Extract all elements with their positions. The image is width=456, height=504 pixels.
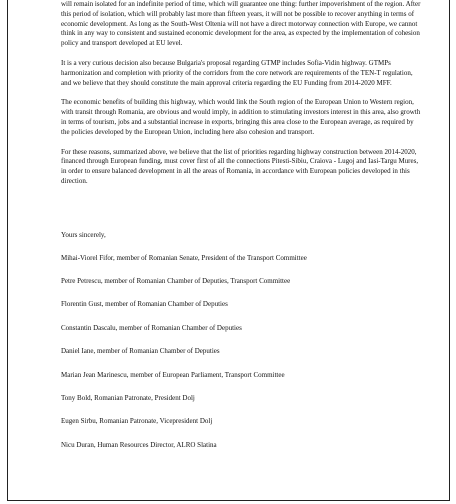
signatory: Eugen Sirbu, Romanian Patronate, Vicepresident Dolj bbox=[61, 417, 213, 426]
signatory: Petre Petrescu, member of Romanian Chamber of Deputies, Transport Committee bbox=[61, 276, 291, 285]
paragraph-economic-benefits: The economic benefits of building this highway, which would link the South region of the European Union to Western region, with transit through Romania, are obvious and would imply, in addition to stimulating investors interest in this area, also growth in terms of tourism, jobs and a substantial increase in exports, bringing this area close to the European average, as required by the policies developed by the European Union, including here also cohesion and transport. bbox=[61, 98, 421, 136]
paragraph-isolation: will remain isolated for an indefinite period of time, which will guarantee one thing: further impoverishment of the region. After this period of isolation, which will probably last more than fifteen years, it will not be possible to recover anything in terms of economic development. As long as the South-West Oltenia will not have a direct motorway connection with Europe, we cannot think in any way to consistent and sustained economic development for the area, as expected by the implementation of cohesion policy and transport developed at EU level. bbox=[61, 0, 421, 48]
signatory: Mihai-Viorel Fifor, member of Romanian Senate, President of the Transport Committee bbox=[61, 253, 307, 262]
signatory: Tony Bold, Romanian Patronate, President Dolj bbox=[61, 393, 195, 402]
document-page bbox=[7, 0, 450, 501]
signatory-list bbox=[61, 254, 421, 451]
signatory: Constantin Dascalu, member of Romanian Chamber of Deputies bbox=[61, 323, 242, 332]
letter-body bbox=[61, 0, 421, 464]
signatory: Marian Jean Marinescu, member of European Parliament, Transport Committee bbox=[61, 370, 285, 379]
signatory: Florentin Gust, member of Romanian Chamber of Deputies bbox=[61, 300, 228, 309]
signatory: Daniel Iane, member of Romanian Chamber of Deputies bbox=[61, 347, 220, 356]
paragraph-priorities: For these reasons, summarized above, we believe that the list of priorities regarding highway construction between 2014-2020, financed through European funding, must cover first of all the connections Pitesti-Sibiu, Craiova - Lugoj and Iasi-Targu Mures, in order to ensure balanced development in all the areas of Romania, in accordance with European policies developed in this direction. bbox=[61, 147, 419, 185]
signatory: Nicu Duran, Human Resources Director, ALRO Slatina bbox=[61, 440, 217, 449]
paragraph-bulgaria-proposal: It is a very curious decision also because Bulgaria's proposal regarding GTMP includes Sofia-Vidin highway. GTMPs harmonization and completion with priority of the corridors from the core network are requirements of the TEN-T regulation, and we believe that they should constitute the main approval criteria regarding the EU Funding from 2014-2020 MFF. bbox=[61, 58, 413, 87]
closing-salutation: Yours sincerely, bbox=[61, 230, 106, 239]
